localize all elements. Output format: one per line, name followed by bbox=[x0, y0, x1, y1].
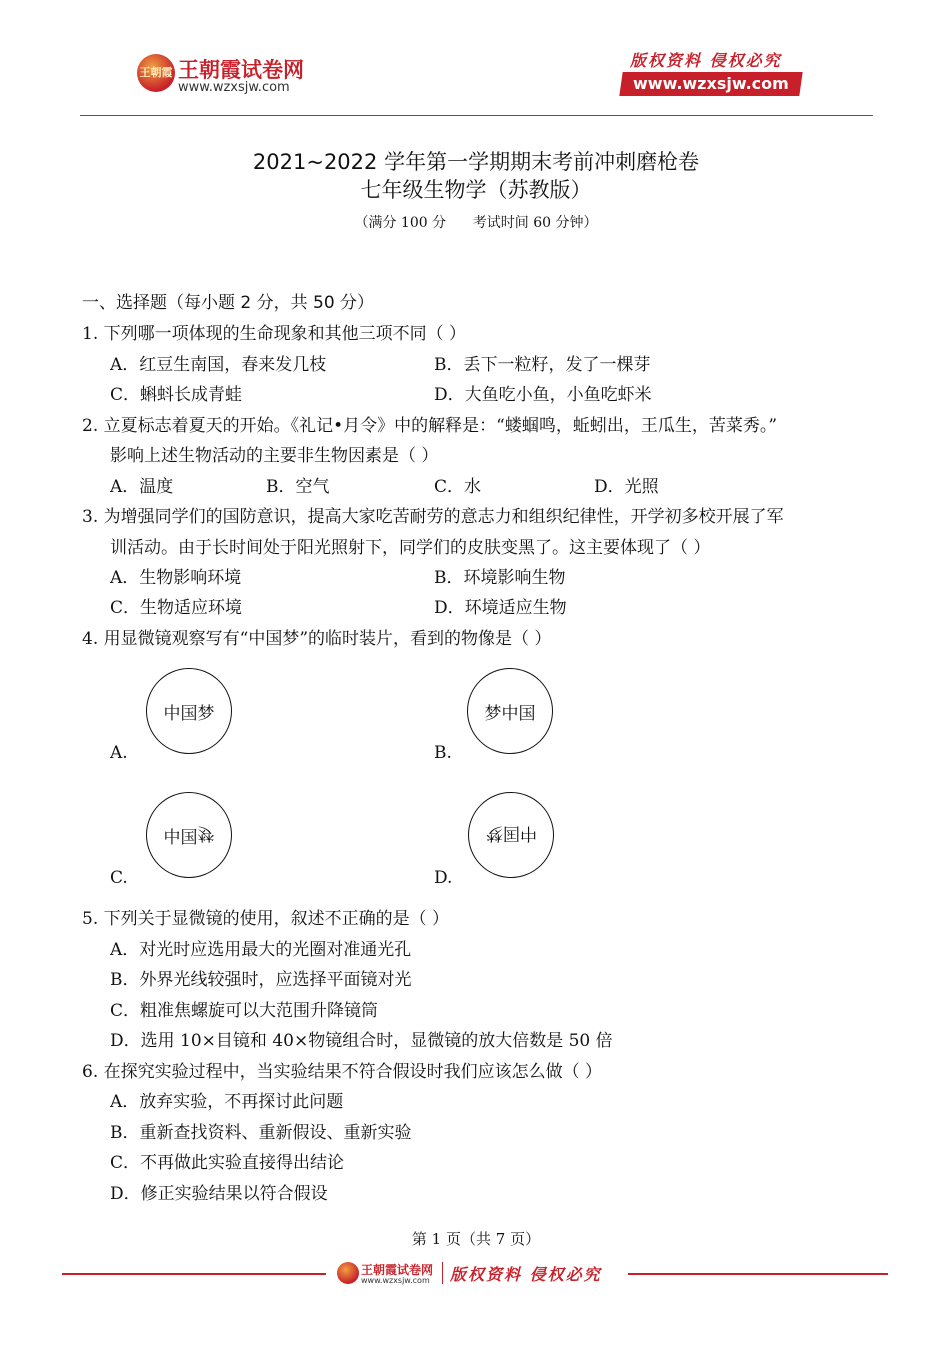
q4-stem: 4. 用显微镜观察写有“中国梦”的临时装片，看到的物像是（ ） bbox=[82, 629, 552, 649]
footer-copyright: 版权资料 侵权必究 bbox=[450, 1265, 602, 1284]
q2-option-d: D．光照 bbox=[594, 477, 659, 497]
url-banner: www.wzxsjw.com bbox=[619, 72, 802, 96]
page-number: 第 1 页（共 7 页） bbox=[411, 1230, 541, 1248]
q2-option-b: B．空气 bbox=[266, 477, 330, 497]
q2-option-c: C．水 bbox=[434, 477, 482, 497]
footer-seal-logo bbox=[337, 1262, 359, 1284]
q3-option-c: C．生物适应环境 bbox=[110, 598, 243, 618]
exam-info: （满分 100 分 考试时间 60 分钟） bbox=[354, 215, 598, 231]
q4-option-d-label: D. bbox=[434, 868, 453, 888]
q1-option-c: C．蝌蚪长成青蛙 bbox=[110, 385, 243, 405]
q6-option-b: B．重新查找资料、重新假设、重新实验 bbox=[110, 1123, 412, 1143]
q5-option-a: A．对光时应选用最大的光圈对准通光孔 bbox=[110, 940, 412, 960]
q5-option-c: C．粗准焦螺旋可以大范围升降镜筒 bbox=[110, 1001, 379, 1021]
q5-stem: 5. 下列关于显微镜的使用，叙述不正确的是（ ） bbox=[82, 909, 450, 929]
footer-separator bbox=[442, 1262, 443, 1284]
footer-rule-left bbox=[62, 1273, 326, 1275]
q4-option-c-circle bbox=[146, 792, 232, 878]
q1-stem: 1. 下列哪一项体现的生命现象和其他三项不同（ ） bbox=[82, 324, 467, 344]
q4-option-b-image-text: 梦中国 bbox=[484, 703, 536, 724]
footer-brand: 王朝霞试卷网 bbox=[361, 1263, 434, 1277]
brand-url: www.wzxsjw.com bbox=[178, 80, 290, 95]
q3-option-d: D．环境适应生物 bbox=[434, 598, 567, 618]
exam-title: 2021~2022 学年第一学期期末考前冲刺磨枪卷 bbox=[252, 150, 700, 174]
q1-option-d: D．大鱼吃小鱼，小鱼吃虾米 bbox=[434, 385, 652, 405]
q3-option-a: A．生物影响环境 bbox=[110, 568, 242, 588]
q4-option-c-image-text: 中国梦 bbox=[163, 822, 215, 848]
q2-option-a: A．温度 bbox=[110, 477, 174, 497]
q6-stem: 6. 在探究实验过程中，当实验结果不符合假设时我们应该怎么做（ ） bbox=[82, 1062, 603, 1082]
q1-option-a: A．红豆生南国，春来发几枝 bbox=[110, 355, 327, 375]
q4-option-d-circle bbox=[468, 792, 554, 878]
q5-option-d: D．选用 10×目镜和 40×物镜组合时，显微镜的放大倍数是 50 倍 bbox=[110, 1031, 613, 1051]
q4-option-b-circle bbox=[467, 668, 553, 754]
brand-seal-logo: 王朝霞 bbox=[137, 54, 175, 92]
q6-option-d: D．修正实验结果以符合假设 bbox=[110, 1184, 328, 1204]
q5-option-b: B．外界光线较强时，应选择平面镜对光 bbox=[110, 970, 412, 990]
q4-option-a-label: A. bbox=[110, 743, 128, 763]
footer-url: www.wzxsjw.com bbox=[361, 1276, 430, 1285]
q1-option-b: B．丢下一粒籽，发了一棵芽 bbox=[434, 355, 651, 375]
q4-option-b-label: B. bbox=[434, 743, 452, 763]
brand-name: 王朝霞试卷网 bbox=[178, 58, 304, 82]
q4-option-a-circle bbox=[146, 668, 232, 754]
q3-option-b: B．环境影响生物 bbox=[434, 568, 566, 588]
q3-stem-line2: 训活动。由于长时间处于阳光照射下，同学们的皮肤变黑了。这主要体现了（ ） bbox=[110, 538, 711, 558]
q6-option-a: A．放弃实验，不再探讨此问题 bbox=[110, 1092, 344, 1112]
q4-option-a-image-text: 中国梦 bbox=[163, 703, 215, 724]
q3-stem-line1: 3. 为增强同学们的国防意识，提高大家吃苦耐劳的意志力和组织纪律性，开学初多校开展了军 bbox=[82, 507, 784, 527]
q2-stem-line1: 2. 立夏标志着夏天的开始。《礼记•月令》中的解释是：“蝼蝈鸣，蚯蚓出，王瓜生，苦菜秀。” bbox=[82, 416, 778, 436]
section-heading: 一、选择题（每小题 2 分，共 50 分） bbox=[82, 293, 375, 313]
header-divider bbox=[80, 115, 873, 116]
footer-rule-right bbox=[628, 1273, 888, 1275]
exam-subject: 七年级生物学（苏教版） bbox=[360, 178, 592, 202]
copyright-notice: 版权资料 侵权必究 bbox=[630, 51, 782, 70]
q6-option-c: C．不再做此实验直接得出结论 bbox=[110, 1153, 345, 1173]
q4-option-c-label: C. bbox=[110, 868, 128, 888]
q2-stem-line2: 影响上述生物活动的主要非生物因素是（ ） bbox=[110, 446, 439, 466]
q4-option-d-image-text: 中国梦 bbox=[485, 822, 537, 843]
